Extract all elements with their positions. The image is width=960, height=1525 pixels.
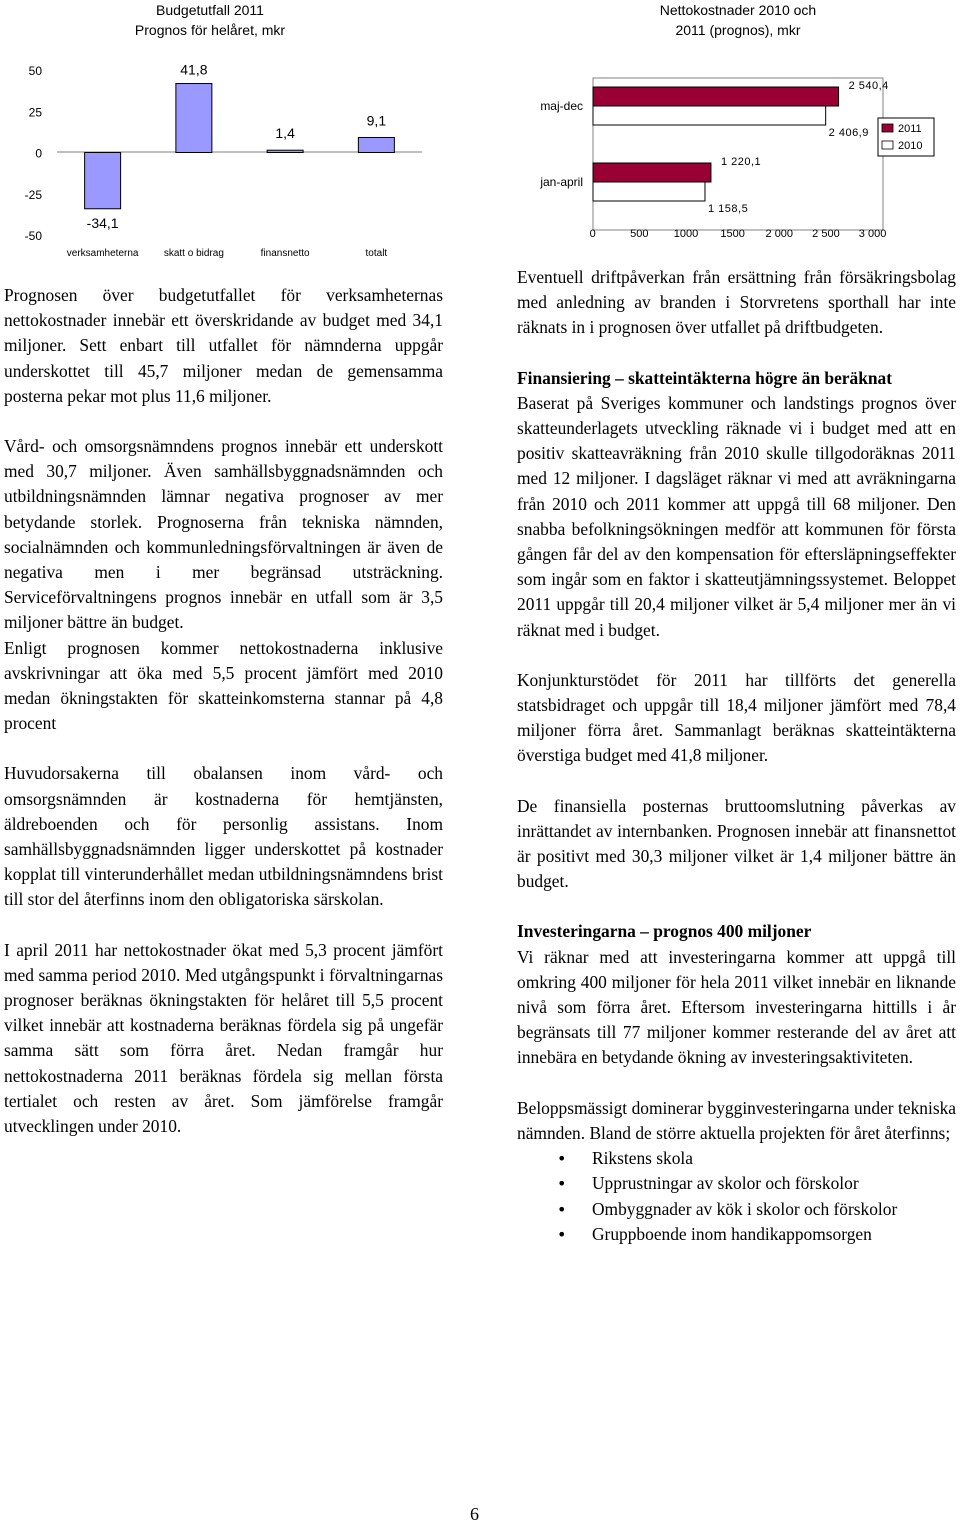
right-chart-value-label: 2 540,4 <box>848 80 889 92</box>
right-chart-category-label: jan-april <box>540 175 583 189</box>
right-paragraph-6: Beloppsmässigt dominerar bygginvesteringarna under tekniska nämnden. Bland de större aktuella projekten för året återfinns; <box>517 1097 956 1143</box>
right-chart-legend <box>878 118 934 156</box>
left-paragraph-1: Prognosen över budgetutfallet för verksamheternas nettokostnader innebär ett överskridande av budget med 34,1 miljoner. Sett enbart till utfallet för nämnderna uppgår underskottet till 45,7 miljoner medan de gemensamma posterna pekar mot plus 11,6 miljoner. <box>4 285 443 406</box>
left-chart-ytick: 0 <box>35 146 42 161</box>
left-chart-category-label: totalt <box>365 248 388 259</box>
legend-label-2011: 2011 <box>898 123 922 135</box>
left-chart-bar <box>358 137 394 152</box>
left-chart-value-label: 41,8 <box>180 61 208 78</box>
left-chart-value-label: 1,4 <box>275 125 295 142</box>
right-chart-xtick: 1000 <box>673 228 699 240</box>
page-number: 6 <box>470 1504 479 1524</box>
left-chart-value-label: -34,1 <box>86 215 119 231</box>
legend-swatch-2011 <box>882 124 893 132</box>
list-item: • Rikstens skola <box>517 1146 956 1171</box>
right-paragraph-2: Baserat på Sveriges kommuner och landstings prognos över skatteunderlagets utveckling räknade vi i budget med att en positiv skatteavräkning från 2010 skulle tillgodoräknas 2011 med 12 miljoner. I dagsläget räknar vi med att avräkningarna från 2010 och 2011 kommer att uppgå till 68 miljoner. Den snabba befolkningsökningen medför att kommunen för första gången får del av den kompensation för eftersläpningseffekter som ingår som en faktor i skatteutjämningssystemet. Beloppet 2011 uppgår till 20,4 miljoner vilket är 5,4 miljoner mer än vi räknat med i budget. <box>517 392 956 640</box>
list-item: • Ombyggnader av kök i skolor och förskolor <box>517 1197 956 1222</box>
financing-heading: Finansiering – skatteintäkterna högre än beräknat <box>517 367 893 388</box>
right-chart-title <box>618 0 858 40</box>
left-chart-ytick: -25 <box>24 187 42 202</box>
left-chart-bar <box>267 150 303 152</box>
left-chart-title <box>100 0 320 40</box>
right-chart-xtick: 2 500 <box>812 228 840 240</box>
left-paragraph-4: Huvudorsakerna till obalansen inom vård- och omsorgsnämnden är kostnaderna för hemtjänsten, äldreboenden och för personlig assistans. Inom samhällsbyggnadsnämnden ligger underskottet på kostnader kopplat till vinterunderhållet medan utbildningsnämndens brist till stor del återfinns inom den obligatoriska särskolan. <box>4 763 443 910</box>
left-column <box>4 283 443 1139</box>
left-chart-value-label: 9,1 <box>366 112 387 129</box>
left-chart-category-label: skatt o bidrag <box>163 248 224 259</box>
right-chart-xtick: 500 <box>630 228 649 240</box>
left-chart-title-line2: Prognos för helåret, mkr <box>134 22 286 38</box>
right-chart-value-label: 1 220,1 <box>720 156 762 168</box>
right-chart-xtick: 2 000 <box>765 228 794 240</box>
left-chart-title-line1: Budgetutfall 2011 <box>156 2 264 18</box>
project-list <box>517 1146 956 1247</box>
left-chart-ytick: -50 <box>24 229 42 243</box>
left-chart-bar <box>176 84 212 153</box>
right-chart-xtick: 0 <box>589 228 596 240</box>
right-paragraph-4: De finansiella posternas bruttoomslutning påverkas av inrättandet av internbanken. Prognosen innebär att finansnettot är positivt med 30,3 miljoner vilket är 1,4 miljoner bättre än budget. <box>517 795 956 892</box>
right-chart-value-label: 2 406,9 <box>828 127 869 139</box>
list-item: • Upprustningar av skolor och förskolor <box>517 1171 956 1196</box>
left-chart-bar <box>85 153 121 209</box>
right-chart-xtick: 1500 <box>720 228 745 240</box>
net-cost-chart <box>528 50 958 260</box>
legend-swatch-2010 <box>882 141 893 149</box>
left-chart-category-label: verksamheterna <box>66 248 139 259</box>
legend-label-2010: 2010 <box>898 140 923 152</box>
right-paragraph-1: Eventuell driftpåverkan från ersättning från försäkringsbolag med anledning av branden i Storvretens sporthall har inte räknats in i prognosen över utfallet på driftbudgeten. <box>517 267 956 338</box>
right-chart-bar-2011 <box>593 87 839 106</box>
left-paragraph-3: Enligt prognosen kommer nettokostnaderna inklusive avskrivningar att öka med 5,5 procent jämfört med 2010 medan ökningstakten för skatteinkomsterna stannar på 4,8 procent <box>4 637 443 734</box>
list-item: • Gruppboende inom handikappomsorgen <box>517 1222 956 1247</box>
right-chart-xtick: 3 000 <box>858 228 887 240</box>
right-chart-title-line2: 2011 (prognos), mkr <box>675 22 801 38</box>
right-chart-bar-2010 <box>593 182 705 201</box>
budget-outcome-chart <box>0 50 440 320</box>
right-chart-category-label: maj-dec <box>540 99 583 113</box>
left-paragraph-5: I april 2011 har nettokostnader ökat med 5,3 procent jämfört med samma period 2010. Med utgångspunkt i förvaltningarnas prognoser beräknas ökningstakten för helåret till 5,5 procent vilket innebär att kostnaderna beräknas fördela sig på ungefär samma sätt som förra året. Nedan framgår hur nettokostnaderna 2011 beräknas fördela sig mellan första tertialet och resten av året. Som jämförelse framgår utvecklingen under 2010. <box>4 939 443 1137</box>
right-chart-bar-2011 <box>593 163 711 182</box>
right-chart-bar-2010 <box>593 106 826 125</box>
left-chart-category-label: finansnetto <box>260 248 310 259</box>
investments-heading: Investeringarna – prognos 400 miljoner <box>517 921 812 942</box>
right-chart-title-line1: Nettokostnader 2010 och <box>659 2 817 18</box>
left-chart-ytick: 25 <box>28 105 42 120</box>
right-paragraph-3: Konjunkturstödet för 2011 har tillförts det generella statsbidraget och uppgår till 18,4 miljoner jämfört med 78,4 miljoner förra året. Sammanlagt beräknas skatteintäkterna överstiga budget med 41,8 miljoner. <box>517 669 956 766</box>
right-column <box>517 265 956 1247</box>
right-paragraph-5: Vi räknar med att investeringarna kommer att uppgå till omkring 400 miljoner för hela 2011 vilket innebär en liknande nivå som förra året. Eftersom investeringarna hittills i år begränsats till 77 miljoner kommer resterande del av året att innebära en betydande ökning av investeringsaktiviteten. <box>517 946 956 1068</box>
left-paragraph-2: Vård- och omsorgsnämndens prognos innebär ett underskott med 30,7 miljoner. Även samhällsbyggnadsnämnden och utbildningsnämnden lämnar negativa prognoser av mer betydande storlek. Prognoserna från tekniska nämnden, socialnämnden och kommunledningsförvaltningen är även de negativa men i mer begränsad utsträckning. Serviceförvaltningens prognos innebär en utfall som är 3,5 miljoner bättre än budget. <box>4 436 443 633</box>
left-chart-ytick: 50 <box>28 64 42 78</box>
right-chart-value-label: 1 158,5 <box>707 203 749 215</box>
